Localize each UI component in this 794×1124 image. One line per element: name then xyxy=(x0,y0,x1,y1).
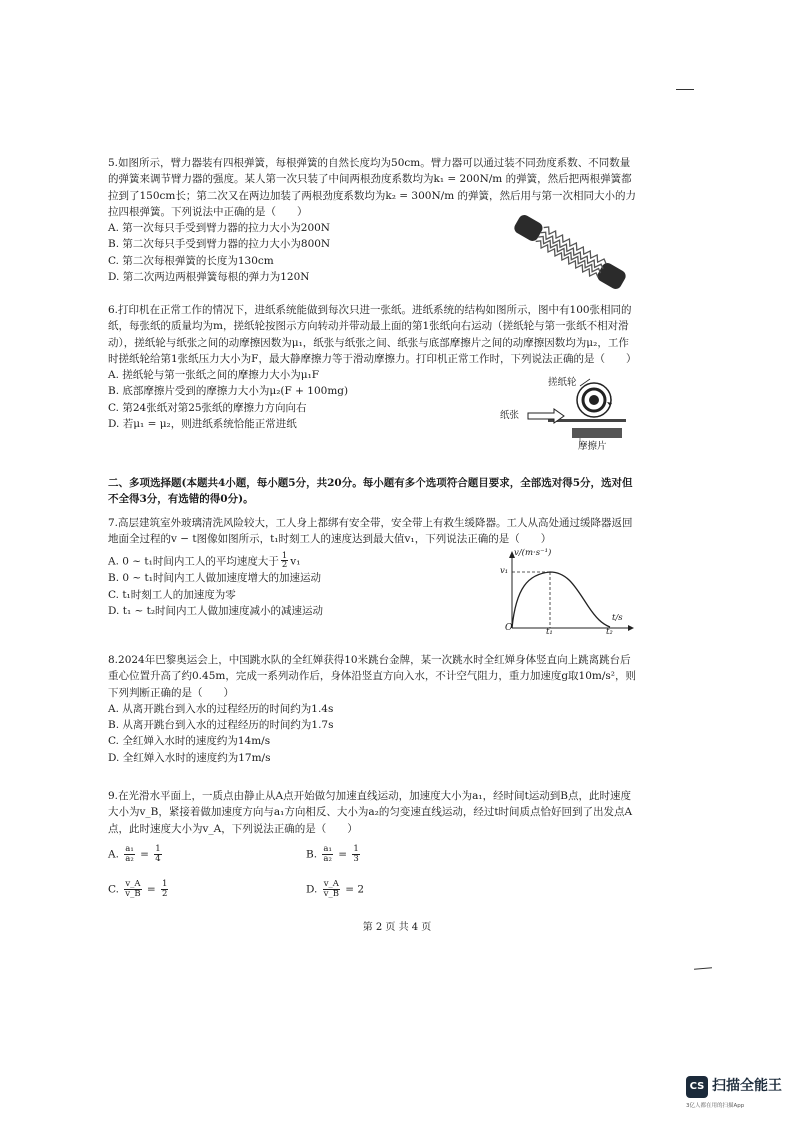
question-5-option-a: A. 第一次每只手受到臂力器的拉力大小为200N xyxy=(108,222,330,235)
option-c-lhs-num: v_A xyxy=(125,879,141,889)
option-d-lhs-num: v_A xyxy=(323,879,339,889)
graph-origin-label: O xyxy=(505,623,513,633)
option-b-equals: = xyxy=(338,848,348,861)
half-denominator: 2 xyxy=(281,560,288,571)
question-9-option-b xyxy=(306,845,362,864)
scan-mark-top-right xyxy=(676,89,694,90)
question-9 xyxy=(108,788,638,837)
question-5-stem: 5.如图所示，臂力器装有四根弹簧，每根弹簧的自然长度均为50cm。臂力器可以通过装不同劲度系数、不同数量的弹簧来调节臂力器的强度。某人第一次只装了中间两根劲度系数均为k₁ = 200N/m 的弹簧，然后把两根弹簧都拉到了150cm长；第二次又在两边加装了两根劲度系数均为k₂ = 300N/m 的弹簧，然后用与第一次相同大小的力拉四根弹簧。下列说法中正确的是（ ） xyxy=(108,157,636,218)
camscanner-logo-icon: CS xyxy=(686,1076,708,1098)
option-b-label: B. xyxy=(306,848,318,861)
option-a-rhs-num: 1 xyxy=(155,844,161,854)
half-fraction xyxy=(281,552,288,571)
question-8 xyxy=(108,652,638,766)
option-a-rhs-den: 4 xyxy=(155,853,161,864)
option-a-label: A. xyxy=(108,848,119,861)
question-6-stem: 6.打印机在正常工作的情况下，进纸系统能做到每次只进一张纸。进纸系统的结构如图所示，图中有100张相同的纸，每张纸的质量均为m，搓纸轮按图示方向转动并带动最上面的第1张纸向右运动（搓纸轮与第一张纸不相对滑动），搓纸轮与纸张之间的动摩擦因数为μ₁，纸张与纸张之间、纸张与底部摩擦片之间的动摩擦因数均为μ₂，工作时搓纸轮给第1张纸压力大小为F，最大静摩擦力等于滑动摩擦力。打印机正常工作时，下列说法正确的是（ ） xyxy=(108,304,637,365)
question-5-option-b: B. 第二次每只手受到臂力器的拉力大小为800N xyxy=(108,238,331,251)
option-a-equals: = xyxy=(140,848,149,861)
question-9-option-d xyxy=(306,880,364,899)
question-8-option-b: B. 从离开跳台到入水的过程经历的时间约为1.7s xyxy=(108,719,334,732)
question-7-stem: 7.高层建筑室外玻璃清洗风险较大，工人身上都绑有安全带，安全带上有救生缓降器。工人从高处通过缓降器返回地面全过程的v − t图像如图所示，t₁时刻工人的速度达到最大值v₁，下列说法正确的是（ ） xyxy=(108,517,633,546)
option-b-lhs-den: a₂ xyxy=(323,853,332,864)
option-b-lhs-num: a₁ xyxy=(323,844,332,854)
question-9-option-c xyxy=(108,880,170,899)
option-c-label: C. xyxy=(108,883,119,896)
question-7-option-b: B. 0 ~ t₁时间内工人做加速度增大的加速运动 xyxy=(108,572,321,585)
option-a-lhs-den: a₂ xyxy=(125,853,134,864)
paper-label: 纸张 xyxy=(500,410,520,421)
question-6-option-b: B. 底部摩擦片受到的摩擦力大小为μ₂(F + 100mg) xyxy=(108,385,349,398)
option-c-equals: = xyxy=(146,883,156,896)
graph-t1-label: t₁ xyxy=(546,627,553,637)
question-8-option-a: A. 从离开跳台到入水的过程经历的时间约为1.4s xyxy=(108,702,334,715)
option-b-rhs-num: 1 xyxy=(353,844,359,854)
graph-v1-label: v₁ xyxy=(500,566,509,576)
question-8-option-d: D. 全红婵入水时的速度约为17m/s xyxy=(108,751,271,764)
graph-y-axis-label: v/(m·s⁻¹) xyxy=(514,548,552,558)
question-7-option-c: C. t₁时刻工人的加速度为零 xyxy=(108,588,236,601)
question-7-option-a-text: A. 0 ~ t₁时间内工人的平均速度大于 xyxy=(108,554,279,567)
option-c-rhs-num: 1 xyxy=(162,879,168,889)
question-8-option-c: C. 全红婵入水时的速度约为14m/s xyxy=(108,735,271,748)
graph-x-axis-label: t/s xyxy=(612,613,623,623)
option-a-rhs xyxy=(154,845,161,864)
question-5-option-c: C. 第二次每根弹簧的长度为130cm xyxy=(108,254,274,267)
option-d-lhs-den: v_B xyxy=(323,888,339,899)
option-d-lhs xyxy=(323,880,340,899)
camscanner-tagline: 3亿人都在用的扫描App xyxy=(686,1103,745,1109)
question-6-option-a: A. 搓纸轮与第一张纸之间的摩擦力大小为μ₁F xyxy=(108,369,320,382)
question-9-option-a xyxy=(108,845,164,864)
option-c-lhs xyxy=(124,880,141,899)
option-a-lhs xyxy=(124,845,134,864)
friction-pad-label: 摩擦片 xyxy=(578,441,607,452)
velocity-time-graph xyxy=(498,548,638,640)
option-d-equals: = 2 xyxy=(345,883,365,896)
question-6-option-d: D. 若μ₁ = μ₂，则进纸系统恰能正常进纸 xyxy=(108,417,297,430)
option-d-label: D. xyxy=(306,883,318,896)
option-a-lhs-num: a₁ xyxy=(125,844,134,854)
arm-exerciser-figure xyxy=(505,212,635,292)
question-6-option-c: C. 第24张纸对第25张纸的摩擦力方向向右 xyxy=(108,401,307,414)
scan-mark-bottom-right xyxy=(694,967,712,970)
question-5-option-d: D. 第二次两边两根弹簧每根的弹力为120N xyxy=(108,270,310,283)
option-c-rhs-den: 2 xyxy=(162,888,168,899)
section-2-header: 二、多项选择题(本题共4小题，每小题5分，共20分。每小题有多个选项符合题目要求，全部选对得5分，选对但不全得3分，有选错的得0分)。 xyxy=(108,477,633,506)
option-c-lhs-den: v_B xyxy=(125,888,141,899)
question-9-stem: 9.在光滑水平面上，一质点由静止从A点开始做匀加速直线运动，加速度大小为a₁，经时间t运动到B点，此时速度大小为v_B，紧接着做加速度方向与a₁方向相反、大小为a₂的匀变速直线运动，经过t时间质点恰好回到了出发点A点，此时速度大小为v_A，下列说法正确的是（ ） xyxy=(108,790,633,835)
graph-t2-label: t₂ xyxy=(606,627,613,637)
option-b-rhs-den: 3 xyxy=(353,853,359,864)
option-b-rhs xyxy=(352,845,359,864)
question-7-option-a-v1: v₁ xyxy=(290,554,301,567)
option-b-lhs xyxy=(322,845,332,864)
camscanner-brand-name: 扫描全能王 xyxy=(712,1078,782,1094)
half-numerator: 1 xyxy=(281,550,288,561)
roller-label: 搓纸轮 xyxy=(548,377,577,388)
question-7-option-d: D. t₁ ~ t₂时间内工人做加速度减小的减速运动 xyxy=(108,604,324,617)
page-footer: 第 2 页 共 4 页 xyxy=(362,922,432,933)
question-8-stem: 8.2024年巴黎奥运会上，中国跳水队的全红婵获得10米跳台金牌，某一次跳水时全红婵身体竖直向上跳离跳台后重心位置升高了约0.45m，完成一系列动作后，身体沿竖直方向入水，不计空气阻力，重力加速度g取10m/s²，则下列判断正确的是（ ） xyxy=(108,654,637,699)
option-c-rhs xyxy=(161,880,168,899)
